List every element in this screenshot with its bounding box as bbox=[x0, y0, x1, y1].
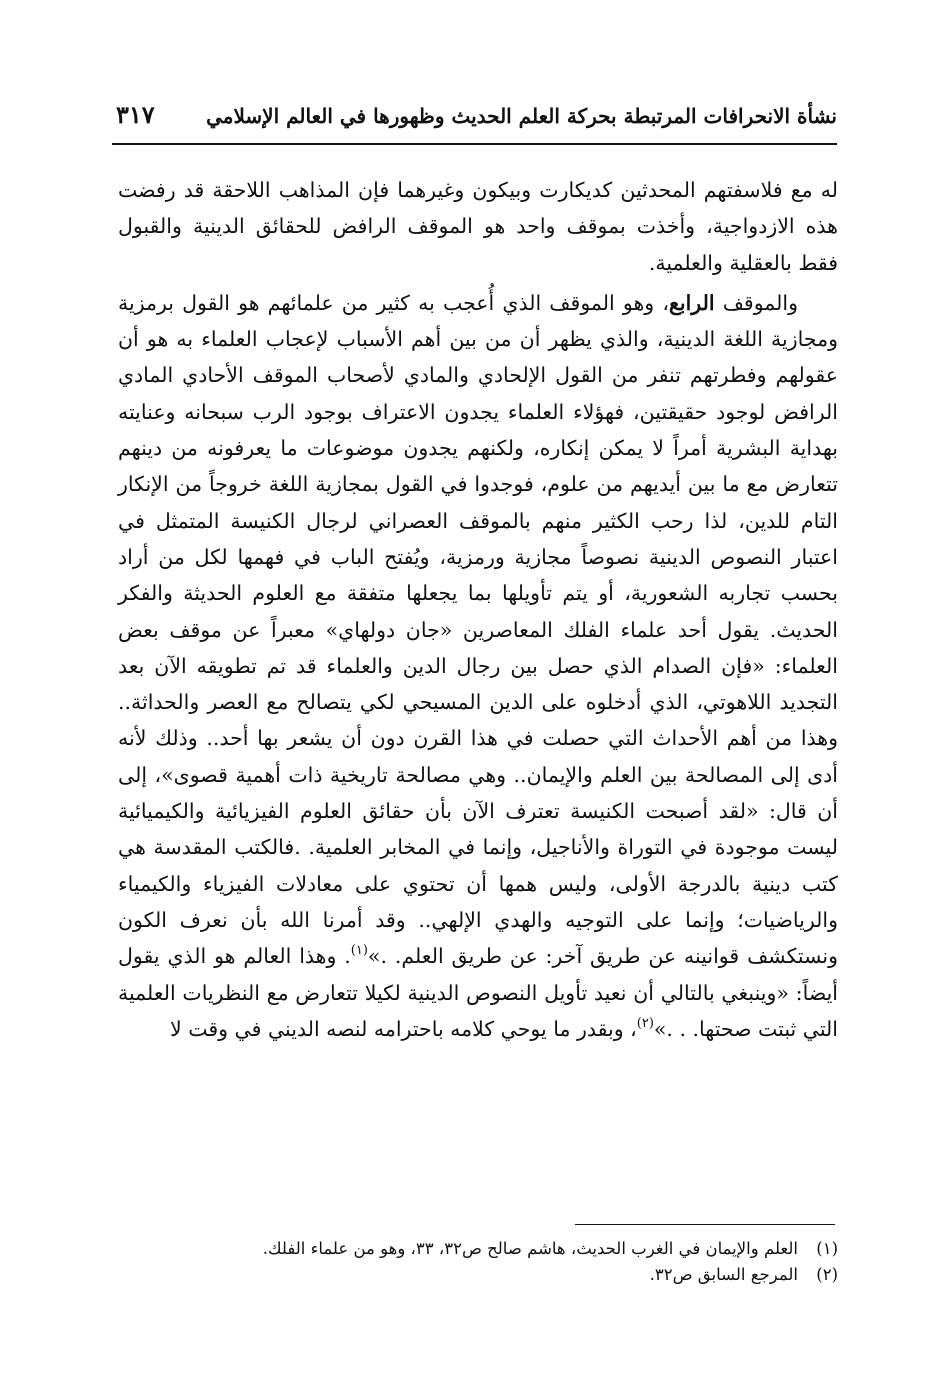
footnote-1-text: العلم والإيمان في الغرب الحديث، هاشم صالح ص٣٢، ٣٣، وهو من علماء الفلك. bbox=[262, 1239, 798, 1258]
paragraph-2-lead: والموقف bbox=[714, 290, 798, 315]
paragraph-2-bold-term: الرابع bbox=[668, 290, 715, 315]
header-rule bbox=[112, 143, 837, 145]
running-header bbox=[112, 100, 837, 142]
footnote-rule bbox=[575, 1224, 835, 1225]
footnote-1-number: (١) bbox=[816, 1239, 838, 1258]
footnote-2-number: (٢) bbox=[816, 1265, 838, 1284]
paragraph-1: له مع فلاسفتهم المحدثين كديكارت وبيكون وغيرهما فإن المذاهب اللاحقة قد رفضت هذه الازدواجية، وأخذت بموقف واحد هو الموقف الرافض للحقائق الدينية والقبول فقط بالعقلية والعلمية. bbox=[118, 178, 838, 275]
footnote-2-text: المرجع السابق ص٣٢. bbox=[649, 1265, 798, 1284]
footnote-2 bbox=[118, 1262, 838, 1288]
paragraph-2-part-1: ، وهو الموقف الذي أُعجب به كثير من علمائهم هو القول برمزية ومجازية اللغة الدينية، والذي يظهر أن من بين أهم الأسباب لإعجاب العلماء به هو أن عقولهم وفطرتهم تنفر من القول الإلحادي والمادي لأصحاب الموقف الأحادي المادي الرافض لوجود حقيقتين، فهؤلاء العلماء يجدون الاعتراف بوجود الرب سبحانه وعنايته بهداية البشرية أمراً لا يمكن إنكاره، ولكنهم يجدون موضوعات ما يعرفونه من دينهم تتعارض مع ما بين أيديهم من علوم، فوجدوا في القول بمجازية اللغة خروجاً من الإنكار التام للدين، لذا رحب الكثير منهم بالموقف العصراني لرجال الكنيسة المتمثل في اعتبار النصوص الدينية نصوصاً مجازية ورمزية، ويُفتح الباب في فهمها لكل من أراد بحسب تجاربه الشعورية، أو يتم تأويلها بما يجعلها متفقة مع العلوم الحديثة والفكر الحديث. يقول أحد علماء الفلك المعاصرين «جان دولهاي» معبراً عن موقف بعض العلماء: «فإن الصدام الذي حصل بين رجال الدين والعلماء قد تم تطويقه الآن بعد التجديد اللاهوتي، الذي أدخلوه على الدين المسيحي لكي يتصالح مع العصر والحداثة.. وهذا من أهم الأحداث التي حصلت في هذا القرن دون أن يشعر بها أحد.. وذلك لأنه أدى إلى المصالحة بين العلم والإيمان.. وهي مصالحة تاريخية ذات أهمية قصوى»، إلى أن قال: «لقد أصبحت الكنيسة تعترف الآن بأن حقائق العلوم الفيزيائية والكيميائية ليست موجودة في التوراة والأناجيل، وإنما في المخابر العلمية. .فالكتب المقدسة هي كتب دينية بالدرجة الأولى، وليس همها أن تحتوي على معادلات الفيزياء والكيمياء والرياضيات؛ وإنما على التوجيه والهدي الإلهي.. وقد أمرنا الله بأن نعرف الكون ونستكشف قوانينه عن طريق آخر: عن طريق العلم. .» bbox=[118, 290, 838, 969]
footnote-1 bbox=[118, 1236, 838, 1262]
footnote-ref-1[interactable]: (١) bbox=[350, 943, 368, 959]
body-text bbox=[118, 172, 838, 1047]
paragraph-2 bbox=[118, 285, 838, 1047]
paragraph-2-part-3: ، وبقدر ما يوحي كلامه باحترامه لنصه الديني في وقت لا bbox=[170, 1016, 637, 1041]
footnotes bbox=[118, 1236, 838, 1288]
page-number: ٣١٧ bbox=[116, 100, 155, 129]
paragraph-2-part-2: . وهذا العالم هو الذي يقول أيضاً: «وينبغي بالتالي أن نعيد تأويل النصوص الدينية لكيلا تتعارض مع النظريات العلمية التي ثبتت صحتها. . .» bbox=[118, 944, 838, 1041]
header-title: نشأة الانحرافات المرتبطة بحركة العلم الحديث وظهورها في العالم الإسلامي bbox=[206, 104, 837, 128]
footnote-ref-2[interactable]: (٢) bbox=[636, 1015, 654, 1031]
